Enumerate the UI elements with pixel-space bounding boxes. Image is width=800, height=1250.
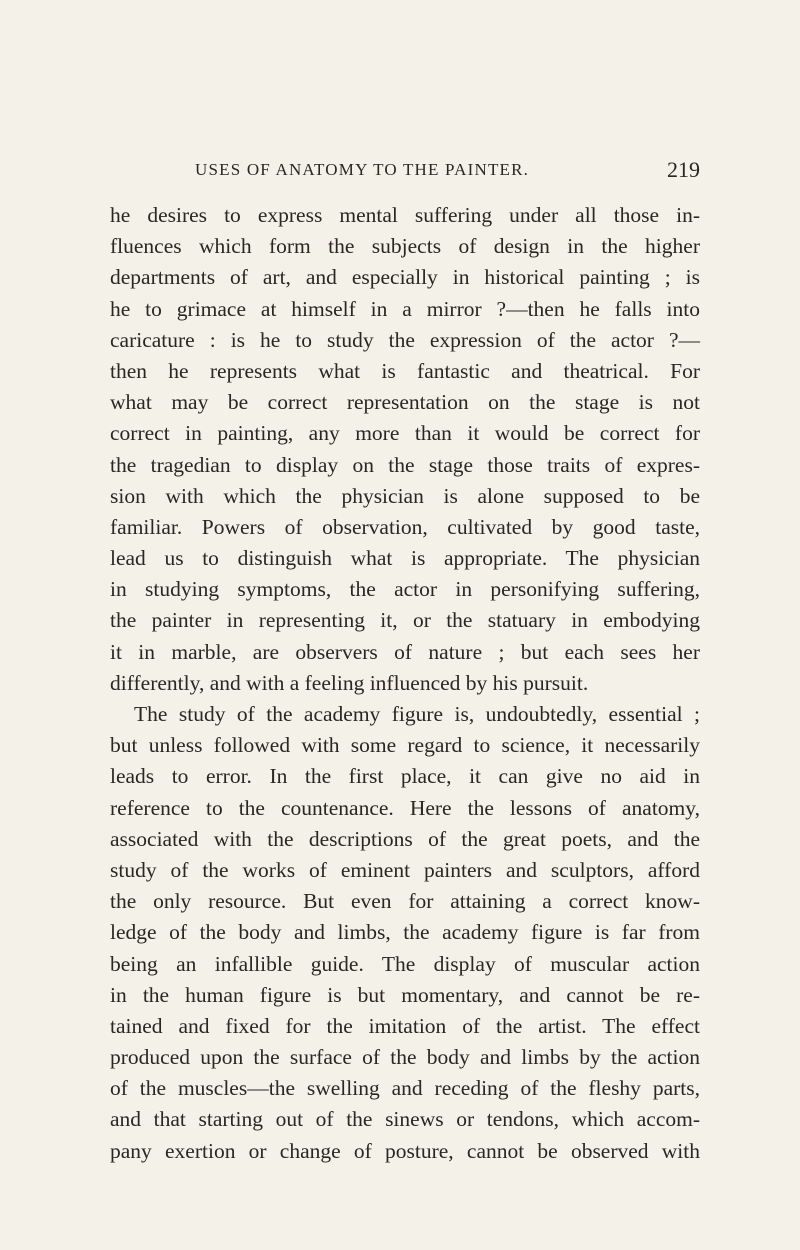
text-line: produced upon the surface of the body and limbs by the action (110, 1045, 700, 1070)
text-line: lead us to distinguish what is appropriate. The physician (110, 546, 700, 571)
text-line: then he represents what is fantastic and theatrical. For (110, 358, 700, 383)
running-head (110, 155, 700, 185)
text-line: familiar. Powers of observation, cultivated by good taste, (110, 514, 700, 539)
text-line: The study of the academy figure is, undoubtedly, essential ; (134, 702, 700, 726)
text-line: being an infallible guide. The display of muscular action (110, 951, 700, 976)
page-number: 219 (667, 157, 700, 182)
text-line: pany exertion or change of posture, cannot be observed with (110, 1138, 700, 1163)
text-line: in the human figure is but momentary, and cannot be re- (110, 982, 700, 1007)
text-line: the painter in representing it, or the statuary in embodying (110, 608, 700, 633)
text-line: sion with which the physician is alone supposed to be (110, 483, 700, 508)
text-line: caricature : is he to study the expression of the actor ?— (110, 327, 700, 352)
text-line: associated with the descriptions of the great poets, and the (110, 826, 700, 851)
text-line: the tragedian to display on the stage those traits of expres- (110, 452, 700, 477)
body-text (110, 200, 700, 1167)
text-line: what may be correct representation on the stage is not (110, 390, 700, 415)
text-line: tained and fixed for the imitation of the artist. The effect (110, 1013, 700, 1038)
text-line: correct in painting, any more than it would be correct for (110, 421, 700, 446)
text-line: ledge of the body and limbs, the academy figure is far from (110, 920, 700, 945)
text-line: of the muscles—the swelling and receding of the fleshy parts, (110, 1076, 700, 1101)
text-line: fluences which form the subjects of design in the higher (110, 234, 700, 259)
text-line: but unless followed with some regard to science, it necessarily (110, 733, 700, 758)
text-line: study of the works of eminent painters and sculptors, afford (110, 857, 700, 882)
text-line: reference to the countenance. Here the lessons of anatomy, (110, 795, 700, 820)
text-line: it in marble, are observers of nature ; but each sees her (110, 639, 700, 664)
text-line: in studying symptoms, the actor in personifying suffering, (110, 577, 700, 602)
text-line: departments of art, and especially in historical painting ; is (110, 265, 700, 290)
text-line: the only resource. But even for attaining a correct know- (110, 889, 700, 914)
text-line: leads to error. In the first place, it can give no aid in (110, 764, 700, 789)
text-line: differently, and with a feeling influenced by his pursuit. (110, 670, 589, 695)
text-line: and that starting out of the sinews or tendons, which accom- (110, 1107, 700, 1132)
text-line: he desires to express mental suffering under all those in- (110, 203, 700, 227)
text-line: he to grimace at himself in a mirror ?—then he falls into (110, 296, 700, 321)
running-title: USES OF ANATOMY TO THE PAINTER. (195, 160, 530, 179)
